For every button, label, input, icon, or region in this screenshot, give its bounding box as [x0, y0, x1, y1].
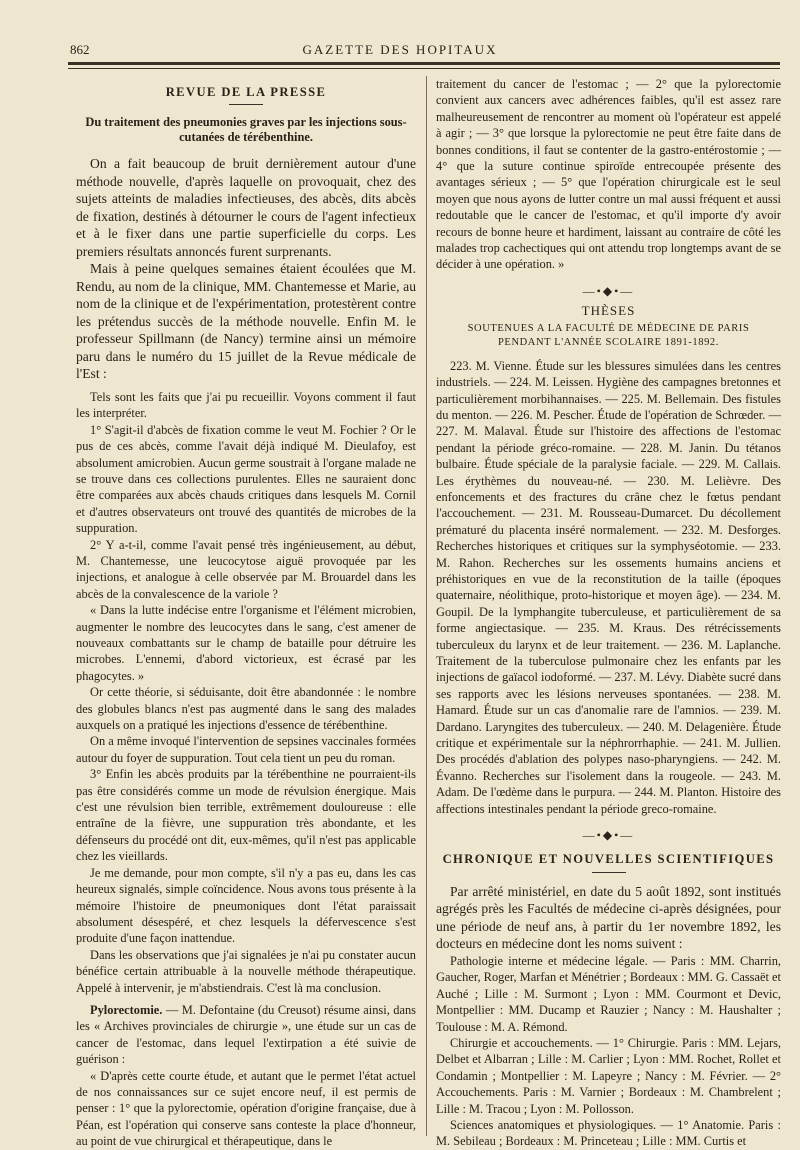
header-rule-thin	[68, 68, 780, 69]
paragraph: Pathologie interne et médecine légale. — Paris : MM. Charrin, Gaucher, Roger, Marfan et Ménétrier ; Bordeaux : MM. G. Cassaët et Auché ; Lille : M. Surmont ; Lyon : MM. Courmont et Devic, Montpellier : MM. Ducamp et Rauzier ; Nancy : M. Haushalter ; Toulouse : M. A. Rémond.	[436, 953, 781, 1034]
section-rule	[229, 104, 263, 105]
paragraph: Or cette théorie, si séduisante, doit être abandonnée : le nombre des globules blancs n'est pas augmenté dans le sang des malades auxquels on a pratiqué les injections d'essence de térébenthine.	[76, 685, 416, 733]
paragraph: Mais à peine quelques semaines étaient écoulées que M. Rendu, au nom de la clinique, MM. Chantemesse et Marie, au nom de la clinique et de l'expérimentation, protestèrent contre les prétendus succès de la méthode nouvelle. Enfin M. le professeur Spillmann (de Nancy) termine ainsi un mémoire paru dans le numéro du 15 juillet de la Revue médicale de l'Est :	[76, 261, 416, 382]
paragraph: Dans les observations que j'ai signalées je n'ai pu constater aucun bénéfice certain attribuable à la nouvelle méthode thérapeutique. Appelé à intervenir, je m'abstiendrais. C'est là ma conclusion.	[76, 947, 416, 995]
right-column	[436, 76, 781, 1150]
pylorectomie-lead: Pylorectomie.	[90, 1002, 163, 1017]
paragraph: Par arrêté ministériel, en date du 5 août 1892, sont institués agrégés près les Facultés de médecine ci-après désignées, pour une période de neuf ans, à partir du 1er novembre 1892, les docteurs en médecine dont les noms suivent :	[436, 883, 781, 952]
running-title: GAZETTE DES HOPITAUX	[302, 42, 498, 57]
theses-subtitle: SOUTENUES A LA FACULTÉ DE MÉDECINE DE PARIS	[467, 322, 750, 334]
paragraph: Chirurgie et accouchements. — 1° Chirurgie. Paris : MM. Lejars, Delbet et Albarran ; Lille : M. Carlier ; Lyon : MM. Rochet, Rollet et Condamin ; Montpellier : M. Lapeyre ; Nancy : M. Février. — 2° Accouchements. Paris : M. Varnier ; Bordeaux : M. Chambrelent ; Lille : M. Tracou ; Lyon : M. Pollosson.	[436, 1035, 781, 1116]
paragraph: 2° Y a-t-il, comme l'avait pensé très ingénieusement, au début, M. Chantemesse, une leucocytose aiguë provoquée par les injections, et analogue à celle observée par M. Brouardel dans les abcès de la convalescence de la variole ?	[76, 537, 416, 601]
paragraph: On a même invoqué l'intervention de sepsines vaccinales formées autour du foyer de suppuration. Tout cela tient un peu du roman.	[76, 734, 416, 765]
theses-list: 223. M. Vienne. Étude sur les blessures simulées dans les centres industriels. — 224. M. Leissen. Hygiène des campagnes bretonnes et particulièrement morbihannaises. — 225. M. Bellemain. Des fistules du menton. — 226. M. Pescher. Étude de l'opération de Schrœder. — 227. M. Malaval. Étude sur l'histoire des affections de l'estomac pendant la période gréco-romaine. — 228. M. Janin. Du tétanos bulbaire. Étude spéciale de la paralysie faciale. — 229. M. Callais. Les érythèmes du nouveau-né. — 230. M. Lelièvre. Des enfoncements et des fractures du crâne chez le fœtus pendant l'accouchement. — 231. M. Rousseau-Dumarcet. Du décollement prématuré du placenta inséré normalement. — 232. M. Desforges. Recherches historiques et critiques sur la symphyséotomie. — 233. M. Rahon. Recherches sur les ossements humains anciens et préhistoriques en vue de la reconstitution de la taille (époques quaternaire, néolithique, proto-historique et moyen âge). — 234. M. Goupil. De la lymphangite tuberculeuse, et particulièrement de sa forme angiectasique. — 235. M. Kraus. Des rétrécissements tuberculeux du larynx et de leur traitement. — 236. M. Laplanche. Traitement de la tuberculose pulmonaire chez les enfants par les injections de gaïacol iodoformé. — 237. M. Lévy. Diabète sucré dans ses rapports avec les lésions nerveuses spontanées. — 238. M. Hamard. Étude sur un cas d'anomalie rare de l'amnios. — 239. M. Dardano. Laryngites des tuberculeux. — 240. M. Delagenière. Étude critique et expérimentale sur la néphrorrhaphie. — 241. M. Jullien. Des procédés d'ablation des polypes naso-pharyngiens. — 242. M. Évanno. Recherches sur l'isolement dans la rougeole. — 243. M. Adam. De l'œdème dans le purpura. — 244. M. Planton. Histoire des affections intestinales pendant la période greco-romaine.	[436, 358, 781, 816]
section-title-revue: REVUE DE LA PRESSE	[165, 85, 327, 99]
paragraph: 3° Enfin les abcès produits par la térébenthine ne pourraient-ils pas être considérés comme un mode de révulsion énergique. Mais c'est une révulsion bien terrible, extrêmement douloureuse : elle entraîne de la fièvre, une suppuration très abondante, et les défenseurs du procédé ont dit, eux-mêmes, qu'il n'est pas applicable chez les vieillards.	[76, 767, 416, 864]
section-title-chronique: CHRONIQUE ET NOUVELLES SCIENTIFIQUES	[442, 852, 775, 867]
paragraph: 1° S'agit-il d'abcès de fixation comme le veut M. Fochier ? Or le pus de ces abcès, comme l'avait déjà indiqué M. Dieulafoy, est absolument amicrobien. Aucun germe soustrait à l'organe malade ne se trouve dans ces collections purulentes. Elles ne sauraient donc être comparées aux abcès chauds critiques dans lesquels M. Cornil et d'autres observateurs ont trouvé des quantités de microbes de la suppuration.	[76, 422, 416, 536]
paragraph: Je me demande, pour mon compte, s'il n'y a pas eu, dans les cas heureux signalés, simple coïncidence. Nous avons tous présente à la mémoire l'histoire de pneumoniques dont l'état paraissait absolument désespéré, et chez lesquels la défervescence s'est produite d'une façon inattendue.	[76, 865, 416, 946]
article-title: Du traitement des pneumonies graves par les injections sous-cutanées de térébenthine.	[85, 115, 407, 145]
left-column	[76, 76, 416, 1150]
pylorectomie-text: — M. Defontaine (du Creusot) résume ainsi, dans les « Archives provinciales de chirurgie », une étude sur un cas de cancer de l'estomac, dans lequel l'extirpation a été suivie de guérison :	[76, 1002, 416, 1067]
header-rule-thick	[68, 62, 780, 65]
continuation-paragraph: traitement du cancer de l'estomac ; — 2° que la pylorectomie convient aux cancers avec adhérences faibles, qu'il est assez rare malheureusement de rencontrer au moment où l'opérateur est appelé à agir ; — 3° que lorsque la pylorectomie ne peut être faite dans de bonnes conditions, il faut se contenter de la gastro-entérostomie ; — 4° que la suture continue spiroïde entrecoupée présente des avantages sérieux ; — 5° que l'opération chirurgicale est le seul moyen que nous ayons de lutter contre un mal aussi fréquent et aussi redoutable que le cancer de l'estomac, et qu'il importe d'y avoir recours de bonne heure et hardiment, laissant au contraire de côté les malades trop cachectiques qui ont attendu trop longtemps avant de se décider à une opération. »	[436, 77, 781, 272]
page-number: 862	[70, 42, 90, 57]
ornament-divider: —•◆•—	[582, 828, 635, 843]
paragraph: On a fait beaucoup de bruit dernièrement autour d'une méthode nouvelle, d'après laquelle on provoquait, chez des sujets atteints de maladies infectieuses, des abcès, dits abcès de fixation, destinés à détourner le cours de l'agent infectieux et à le fixer dans une partie superficielle du corps. Les premiers résultats annoncés furent surprenants.	[76, 156, 416, 259]
theses-subtitle: PENDANT L'ANNÉE SCOLAIRE 1891-1892.	[497, 336, 720, 348]
paragraph: Sciences anatomiques et physiologiques. — 1° Anatomie. Paris : M. Sebileau ; Bordeaux : M. Princeteau ; Lille : MM. Curtis et	[436, 1117, 781, 1149]
pylorectomie-paragraph	[76, 1002, 416, 1068]
column-divider	[426, 76, 427, 1136]
ornament-divider: —•◆•—	[582, 283, 635, 298]
section-rule	[592, 872, 626, 873]
theses-title: THÈSES	[581, 303, 636, 319]
paragraph: Tels sont les faits que j'ai pu recueillir. Voyons comment il faut les interpréter.	[76, 389, 416, 421]
quote-paragraph: « D'après cette courte étude, et autant que le permet l'état actuel de nos connaissances sur ce sujet encore neuf, il est permis de penser : 1° que la pylorectomie, opération d'origine française, due à Péan, est l'opération qui conserve sans conteste la place d'honneur, au point de vue chirurgical et thérapeutique, dans le	[76, 1068, 416, 1149]
quote-paragraph: « Dans la lutte indécise entre l'organisme et l'élément microbien, augmenter le nombre des leucocytes dans le sang, c'est amener de nouveaux combattants sur le champ de bataille pour détruire les microbes. L'ennemi, d'abord victorieux, est écrasé par les phagocytes. »	[76, 603, 416, 683]
